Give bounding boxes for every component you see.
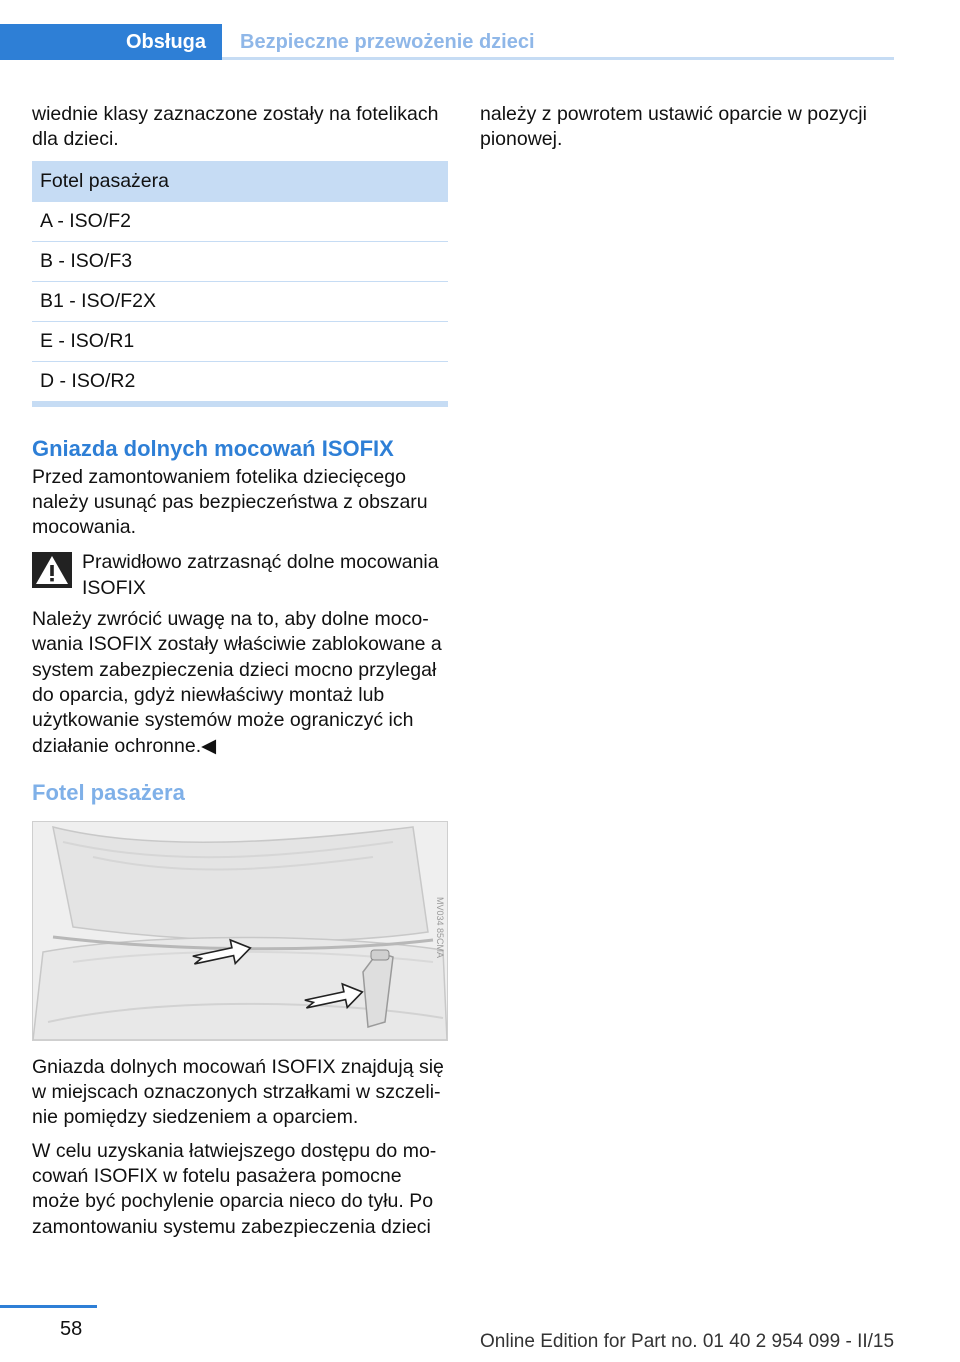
right-column — [480, 102, 900, 153]
table-row: B - ISO/F3 — [32, 242, 448, 282]
left-column — [32, 102, 448, 1240]
subheading: Fotel pasażera — [32, 779, 185, 805]
page-number: 58 — [60, 1318, 83, 1340]
figure-code: MV034 85CMA — [435, 896, 445, 958]
continuation-text: należy z powrotem ustawić oparcie w pozycji pionowej. — [480, 103, 867, 151]
isofix-class-table — [32, 161, 448, 407]
table-bottom-rule — [32, 402, 448, 407]
table-header: Fotel pasażera — [32, 161, 448, 202]
table-row: B1 - ISO/F2X — [32, 282, 448, 322]
edition-note: Online Edition for Part no. 01 40 2 954 099 - II/15 — [480, 1331, 895, 1352]
figure-caption: Gniazda dolnych mocowań ISOFIX znajdują się w miejscach oznaczonych strzałkami w szczelinie pomiędzy siedzeniem a oparciem. — [32, 1055, 444, 1129]
warning-text: Należy zwrócić uwagę na to, aby dolne mocowania ISOFIX zostały właściwie zablokowane a system zabezpieczenia dzieci mocno przylegał do oparcia, gdyż niewłaściwy montaż lub użytkowanie systemów może ograniczyć ich działanie ochronne.◀ — [32, 608, 442, 757]
section-text: Przed zamontowaniem fotelika dziecięcego należy usunąć pas bezpieczeństwa z obszaru mocowania. — [32, 465, 428, 539]
table-row: E - ISO/R1 — [32, 322, 448, 362]
section-tab: Obsługa — [0, 24, 222, 60]
page-header — [0, 24, 894, 60]
section-heading: Gniazda dolnych mocowań ISOFIX — [32, 435, 394, 461]
table-row: A - ISO/F2 — [32, 202, 448, 242]
warning-icon — [32, 552, 72, 588]
warning-title: Prawidłowo zatrzasnąć dolne mocowania ISOFIX — [82, 551, 439, 599]
body-paragraph: W celu uzyskania łatwiejszego dostępu do mocowań ISOFIX w fotelu pasażera pomocne może być pochylenie oparcia nieco do tyłu. Po zamontowaniu systemu zabezpieczenia dzieci — [32, 1139, 437, 1238]
intro-text: wiednie klasy zaznaczone zostały na fotelikach dla dzieci. — [32, 103, 439, 151]
passenger-seat-figure — [32, 821, 448, 1041]
footer-rule — [0, 1305, 97, 1308]
chapter-title: Bezpieczne przewożenie dzieci — [240, 31, 535, 53]
header-rule — [222, 57, 894, 60]
table-row: D - ISO/R2 — [32, 362, 448, 402]
warning-block — [32, 550, 448, 601]
seat-illustration — [33, 822, 447, 1040]
